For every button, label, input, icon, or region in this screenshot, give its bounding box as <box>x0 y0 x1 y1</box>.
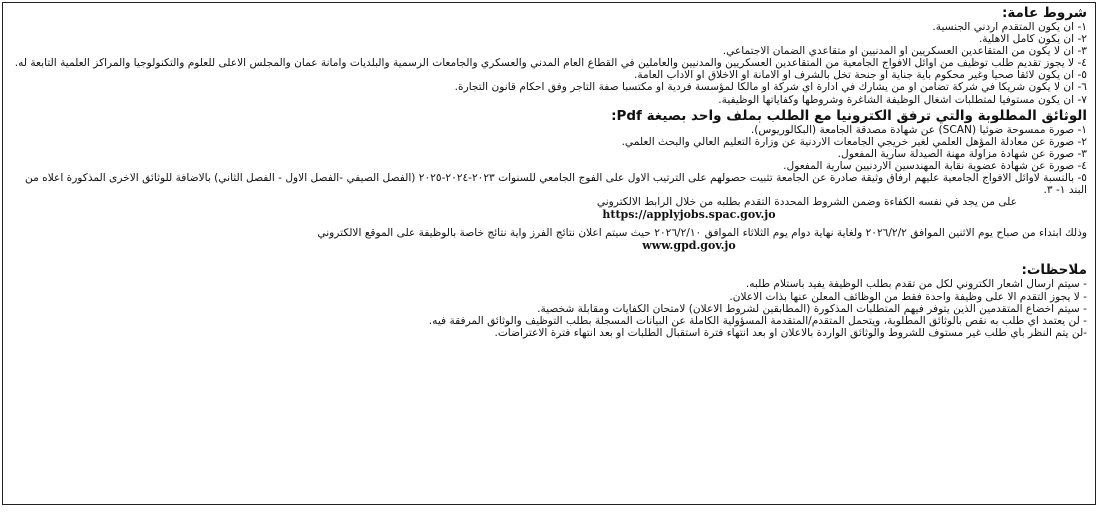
section-spacer <box>11 252 1087 260</box>
general-condition-item: ٧- ان يكون مستوفيا لمتطلبات اشغال الوظيفة الشاغرة وشروطها وكفاياتها الوظيفية. <box>718 93 1087 106</box>
document-item: ٣- صورة عن شهادة مزاولة مهنة الصيدلة سارية المفعول. <box>837 147 1087 160</box>
general-condition-item: ٥- ان يكون لائقا صحيا وغير محكوم باية جناية او جنحة تخل بالشرف او الامانة او الاخلاق او الاداب العامة. <box>633 69 1087 82</box>
announcement-document <box>2 2 1096 505</box>
notes-heading: ملاحظات: <box>1021 262 1087 279</box>
general-conditions-heading: شروط عامة: <box>1001 5 1087 21</box>
required-documents-heading: الوثائق المطلوبة والتي ترفق الكترونيا مع الطلب بملف واحد بصيغة Pdf: <box>611 107 1087 124</box>
general-condition-item: ٤- لا يجوز تقديم طلب توظيف من اوائل الافواج الجامعية من المتقاعدين العسكريين والمدنيين والعاملين في القطاع العام المدني والعسكري والجامعات الرسمية والبلديات وامانة عمان والمجلس الاعلى للعلوم والتكنولوجيا والمراكز العلمية التابعة له. <box>14 57 1087 70</box>
note-item: - لن يعتمد اي طلب به نقص بالوثائق المطلوبة، ويتحمل المتقدم/المتقدمة المسؤولية الكاملة عن البيانات المسجلة بطلب التوظيف والوثائق المرفقة فيه. <box>428 314 1087 327</box>
general-condition-item: ٢- ان يكون كامل الاهلية. <box>978 33 1087 46</box>
website-link[interactable]: www.gpd.gov.jo <box>642 239 736 253</box>
document-item: ٢- صورة عن معادلة المؤهل العلمي لغير خريجي الجامعات الاردنية عن وزارة التعليم العالي والبحث العلمي. <box>621 135 1087 148</box>
deadline-note: وذلك ابتداء من صباح يوم الاثنين الموافق ٢٠٢٦/٢/٢ ولغاية نهاية دوام يوم الثلاثاء الموافق ٢٠٢٦/٢/١٠ حيث سيتم اعلان نتائج الفرز واية نتائج خاصة بالوظيفة على الموقع الالكتروني <box>317 227 1087 240</box>
apply-instruction: على من يجد في نفسه الكفاءة وضمن الشروط المحددة التقدم بطلبه من خلال الرابط الالكتروني <box>596 196 1017 209</box>
document-item: ١- صورة ممسوحة ضوئيا (SCAN) عن شهادة مصدقة الجامعة (البكالوريوس). <box>750 123 1087 136</box>
note-item: - لا يجوز التقدم الا على وظيفة واحدة فقط من الوظائف المعلن عنها بذات الاعلان. <box>729 290 1087 303</box>
note-item: - سيتم ارسال اشعار الكتروني لكل من تقدم بطلب الوظيفة يفيد باستلام طلبه. <box>745 278 1087 291</box>
note-item: - سيتم اخضاع المتقدمين الذين يتوفر فيهم المتطلبات المذكورة (المطابقين لشروط الاعلان) لامتحان الكفايات ومقابلة شخصية. <box>537 302 1087 315</box>
general-condition-item: ٣- ان لا يكون من المتقاعدين العسكريين او المدنيين او متقاعدي الضمان الاجتماعي. <box>722 45 1087 58</box>
general-condition-item: ٦- ان لا يكون شريكا في شركة تضامن او من يشارك في ادارة اي شركة او مالكا لمؤسسة فردية او مكتسبا صفة التاجر وفق احكام قانون التجارة. <box>454 81 1087 94</box>
apply-link[interactable]: https://applyjobs.spac.gov.jo <box>602 208 776 222</box>
general-condition-item: ١- ان يكون المتقدم اردني الجنسية. <box>932 21 1087 33</box>
note-item: -لن يتم النظر بأي طلب غير مستوف للشروط والوثائق الواردة بالاعلان او بعد انتهاء فترة استقبال الطلبات او بعد انتهاء فترة الاعتراضات. <box>494 326 1087 339</box>
document-item: ٤- صورة عن شهادة عضوية نقابة المهندسين الاردنيين سارية المفعول. <box>783 159 1087 172</box>
document-item: ٥- بالنسبة لاوائل الافواج الجامعية عليهم ارفاق وثيقة صادرة عن الجامعة تثبيت حصولهم على الترتيب الاول على الفوج الجامعي للسنوات ٢٠٢٣-٢٠٢٤-٢٠٢٥ (الفصل الصيفي -الفصل الاول - الفصل الثاني) بالاضافة للوثائق الاخرى المذكورة اعلاه من البند ١- ٣. <box>25 172 1087 197</box>
